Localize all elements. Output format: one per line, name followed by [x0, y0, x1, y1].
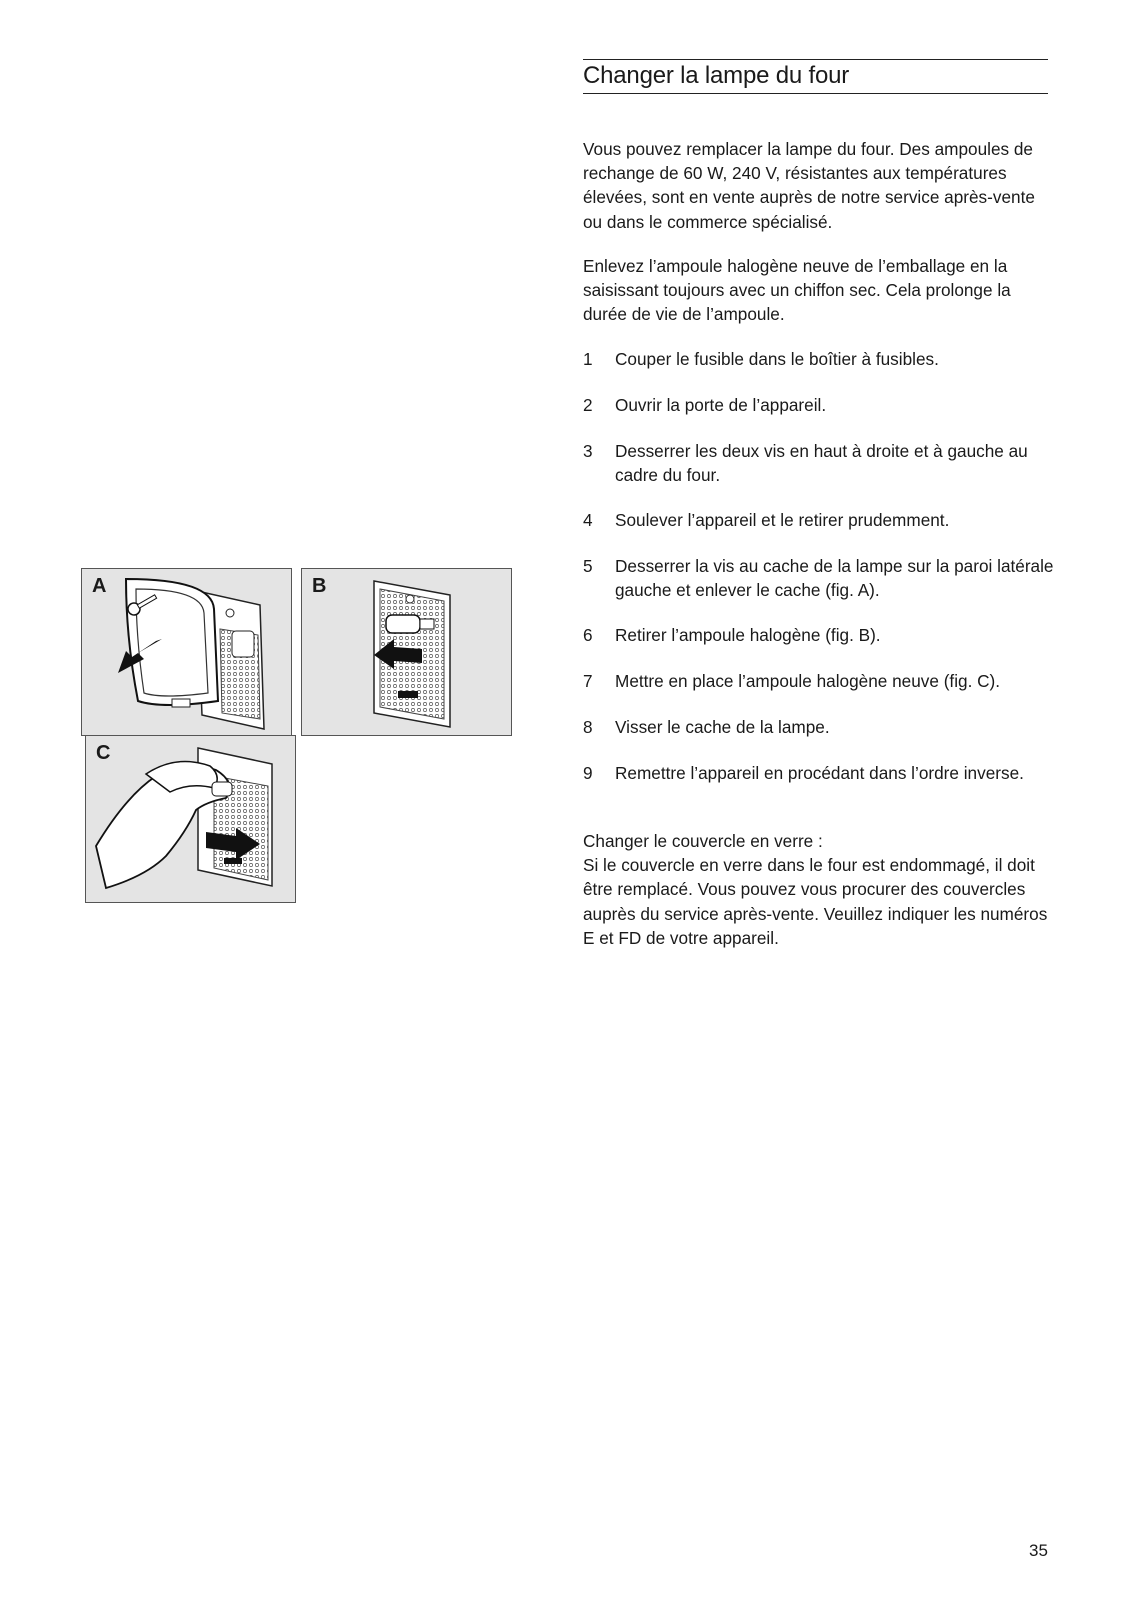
step-text: Visser le cache de la lampe. — [615, 717, 830, 737]
glass-cover-text: Si le couvercle en verre dans le four est endommagé, il doit être remplacé. Vous pouvez vous procurer des couvercles auprès du service après-vente. Veuillez indiquer les numéros E et FD de votre appareil. — [583, 855, 1048, 948]
step-text: Remettre l’appareil en procédant dans l’ordre inverse. — [615, 763, 1024, 783]
figure-b-label: B — [312, 575, 327, 597]
step-text: Desserrer les deux vis en haut à droite et à gauche au cadre du four. — [615, 441, 1028, 486]
step-number: 7 — [583, 671, 593, 691]
figure-c — [85, 735, 296, 903]
figure-b — [301, 568, 512, 736]
step-text: Retirer l’ampoule halogène (fig. B). — [615, 625, 881, 645]
intro-paragraph-1: Vous pouvez remplacer la lampe du four. Des ampoules de rechange de 60 W, 240 V, résistantes aux températures élevées, sont en vente auprès de notre service après-vente ou dans le commerce spécialisé. — [583, 139, 1035, 232]
glass-cover-section — [583, 829, 1053, 950]
step-number: 6 — [583, 625, 593, 645]
section-header — [583, 59, 1048, 94]
step-number: 2 — [583, 395, 593, 415]
figure-a — [81, 568, 292, 736]
figure-a-label: A — [92, 575, 107, 597]
step-number: 9 — [583, 763, 593, 783]
step-number: 8 — [583, 717, 593, 737]
new-bulb-insertion-illustration — [86, 736, 296, 903]
step-number: 1 — [583, 349, 593, 369]
halogen-bulb-removal-illustration — [302, 569, 512, 736]
step-text: Ouvrir la porte de l’appareil. — [615, 395, 827, 415]
step-text: Desserrer la vis au cache de la lampe sur la paroi latérale gauche et enlever le cache (fig. A). — [615, 556, 1054, 601]
lamp-cover-removal-illustration — [82, 569, 292, 736]
glass-cover-heading: Changer le couvercle en verre : — [583, 831, 823, 851]
intro-paragraph-2: Enlevez l’ampoule halogène neuve de l’emballage en la saisissant toujours avec un chiffon sec. Cela prolonge la durée de vie de l’ampoule. — [583, 256, 1011, 325]
step-number: 5 — [583, 556, 593, 576]
step-text: Couper le fusible dans le boîtier à fusibles. — [615, 349, 939, 369]
page-title: Changer la lampe du four — [583, 62, 850, 89]
step-text: Mettre en place l’ampoule halogène neuve (fig. C). — [615, 671, 1001, 691]
step-text: Soulever l’appareil et le retirer prudemment. — [615, 510, 950, 530]
page-number: 35 — [1029, 1541, 1048, 1560]
figure-c-label: C — [96, 742, 111, 764]
step-number: 3 — [583, 441, 593, 461]
step-number: 4 — [583, 510, 593, 530]
